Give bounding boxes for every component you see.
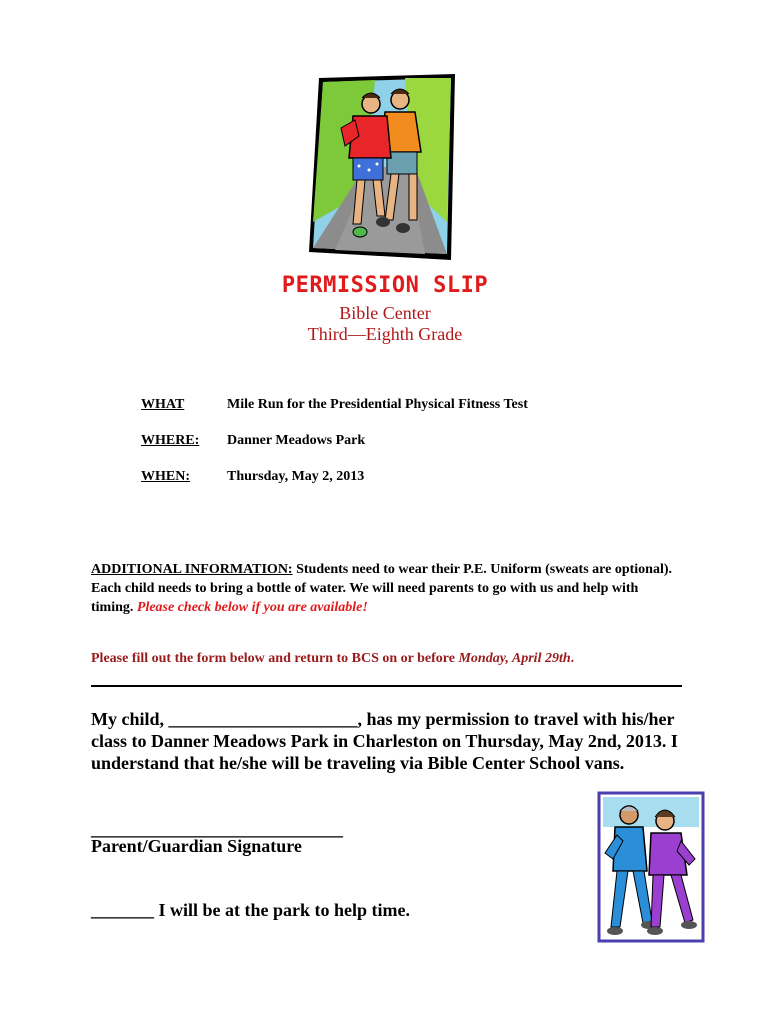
- detail-value: Mile Run for the Presidential Physical Fitness Test: [227, 397, 528, 412]
- section-divider: [91, 685, 682, 687]
- detail-value: Thursday, May 2, 2013: [227, 469, 365, 484]
- additional-information: [91, 560, 681, 617]
- grade-range: Third—Eighth Grade: [307, 324, 463, 344]
- return-text: Please fill out the form below and return to BCS on or before: [91, 651, 459, 666]
- detail-value: Danner Meadows Park: [227, 433, 366, 448]
- page-title: PERMISSION SLIP: [281, 273, 489, 298]
- detail-label: WHERE:: [141, 433, 200, 448]
- detail-label: WHAT: [141, 397, 185, 412]
- runners-clipart-top: [305, 72, 463, 266]
- detail-label: WHEN:: [141, 469, 190, 484]
- signature-label: Parent/Guardian Signature: [91, 836, 302, 856]
- availability-note: Please check below if you are available!: [136, 600, 368, 615]
- return-instructions: [91, 651, 691, 667]
- return-end: .: [570, 651, 575, 666]
- school-name: Bible Center: [339, 303, 431, 323]
- additional-text: Students need to wear their P.E. Uniform (sweats are optional). Each child needs to bring a bottle of water. We will need parents to go with us and help with timing.: [91, 562, 673, 615]
- permission-statement: My child, _____________________, has my permission to travel with his/her class to Danner Meadows Park in Charleston on Thursday, May 2nd, 2013. I understand that he/she will be traveling via Bible Center School vans.: [91, 709, 678, 773]
- signature-line[interactable]: ____________________________: [91, 819, 343, 839]
- additional-label: ADDITIONAL INFORMATION:: [91, 562, 293, 577]
- joggers-clipart-bottom: [597, 791, 705, 943]
- return-deadline: Monday, April 29th: [458, 651, 571, 666]
- volunteer-checkbox-line[interactable]: _______ I will be at the park to help time.: [91, 900, 410, 920]
